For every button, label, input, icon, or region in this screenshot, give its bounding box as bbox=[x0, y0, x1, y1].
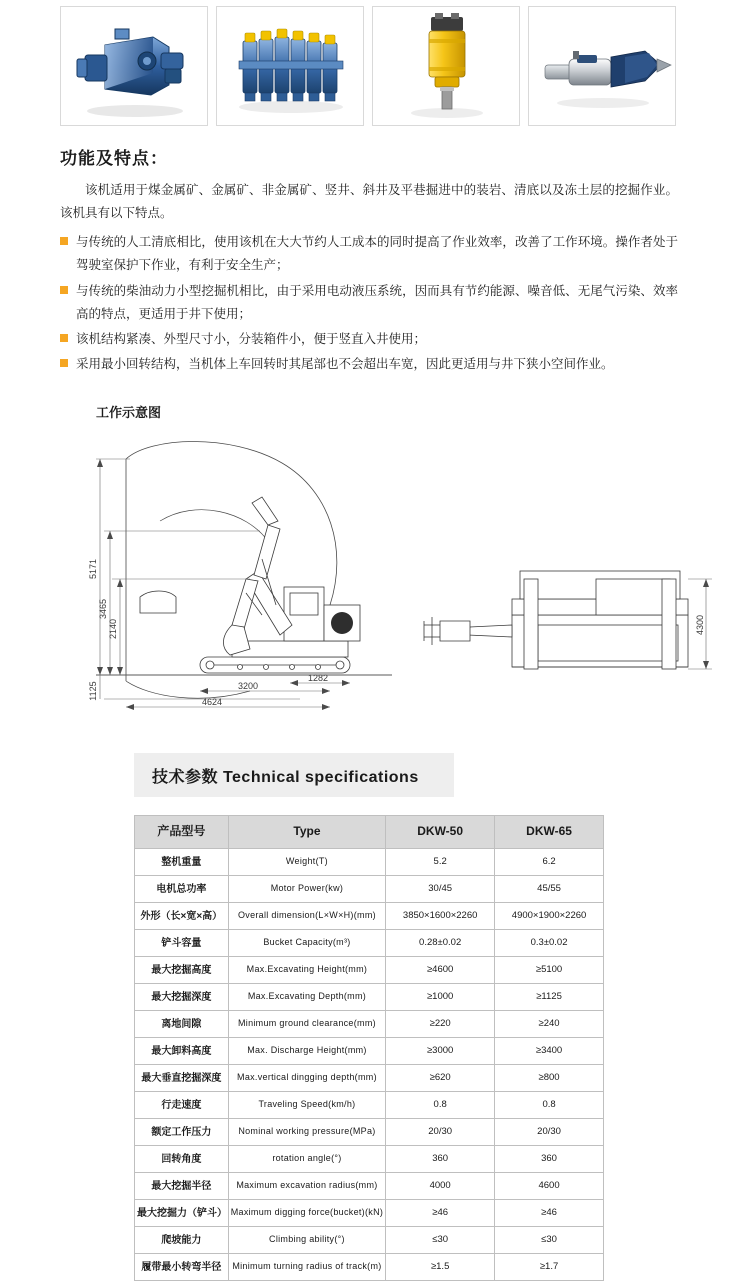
table-row bbox=[135, 1254, 604, 1281]
row-label-cn: 行走速度 bbox=[135, 1092, 229, 1119]
cell-dkw65: 20/30 bbox=[495, 1119, 604, 1146]
row-label-cn: 外形（长×宽×高） bbox=[135, 903, 229, 930]
cell-dkw65: ≥240 bbox=[495, 1011, 604, 1038]
cell-dkw50: ≥4600 bbox=[386, 957, 495, 984]
cell-dkw50: ≥1.5 bbox=[386, 1254, 495, 1281]
thumbnail-hydraulic-piston-pump[interactable] bbox=[60, 6, 208, 126]
dim-reach-rear: 1282 bbox=[307, 673, 329, 683]
cell-dkw50: ≥3000 bbox=[386, 1038, 495, 1065]
cell-dkw50: 20/30 bbox=[386, 1119, 495, 1146]
feature-item-1 bbox=[60, 231, 678, 277]
cell-dkw65: ≥5100 bbox=[495, 957, 604, 984]
spec-heading-bar bbox=[134, 753, 454, 797]
col-header-dkw50: DKW-50 bbox=[386, 816, 495, 849]
bullet-square-icon bbox=[60, 359, 68, 367]
dim-depth: 1125 bbox=[88, 681, 98, 701]
row-label-en: Minimum ground clearance(mm) bbox=[228, 1011, 386, 1038]
feature-item-3 bbox=[60, 328, 678, 351]
cell-dkw65: ≥46 bbox=[495, 1200, 604, 1227]
cell-dkw65: 45/55 bbox=[495, 876, 604, 903]
row-label-en: Weight(T) bbox=[228, 849, 386, 876]
row-label-cn: 最大挖掘力（铲斗） bbox=[135, 1200, 229, 1227]
cell-dkw65: 4900×1900×2260 bbox=[495, 903, 604, 930]
features-list bbox=[60, 231, 678, 376]
features-intro: 该机适用于煤金属矿、金属矿、非金属矿、竖井、斜井及平巷掘进中的装岩、清底以及冻土层的挖掘作业。该机具有以下特点。 bbox=[60, 183, 678, 221]
dim-height-max: 5171 bbox=[88, 558, 98, 580]
table-row bbox=[135, 1011, 604, 1038]
cell-dkw65: ≤30 bbox=[495, 1227, 604, 1254]
dim-height-low: 2140 bbox=[108, 618, 118, 640]
row-label-cn: 最大垂直挖掘深度 bbox=[135, 1065, 229, 1092]
product-thumbnail-row bbox=[0, 0, 738, 126]
cell-dkw50: ≥1000 bbox=[386, 984, 495, 1011]
features-title: 功能及特点： bbox=[60, 149, 168, 168]
cell-dkw65: ≥1.7 bbox=[495, 1254, 604, 1281]
cell-dkw65: 4600 bbox=[495, 1173, 604, 1200]
row-label-cn: 回转角度 bbox=[135, 1146, 229, 1173]
cell-dkw50: 5.2 bbox=[386, 849, 495, 876]
table-row bbox=[135, 984, 604, 1011]
cell-dkw65: ≥1125 bbox=[495, 984, 604, 1011]
row-label-en: Minimum turning radius of track(m) bbox=[228, 1254, 386, 1281]
row-label-cn: 离地间隙 bbox=[135, 1011, 229, 1038]
cell-dkw65: 0.3±0.02 bbox=[495, 930, 604, 957]
row-label-en: Bucket Capacity(m³) bbox=[228, 930, 386, 957]
row-label-cn: 爬坡能力 bbox=[135, 1227, 229, 1254]
row-label-cn: 最大挖掘半径 bbox=[135, 1173, 229, 1200]
table-row bbox=[135, 876, 604, 903]
cell-dkw65: ≥800 bbox=[495, 1065, 604, 1092]
row-label-en: Maximum digging force(bucket)(kN) bbox=[228, 1200, 386, 1227]
table-row bbox=[135, 1038, 604, 1065]
feature-item-4 bbox=[60, 353, 678, 376]
cell-dkw50: 3850×1600×2260 bbox=[386, 903, 495, 930]
thumbnail-multi-way-control-valve[interactable] bbox=[216, 6, 364, 126]
cell-dkw50: 360 bbox=[386, 1146, 495, 1173]
col-header-type: Type bbox=[228, 816, 386, 849]
feature-item-1-text: 与传统的人工清底相比，使用该机在大大节约人工成本的同时提高了作业效率，改善了工作环境。操作者处于驾驶室保护下作业，有利于安全生产； bbox=[76, 235, 678, 273]
cell-dkw50: ≥46 bbox=[386, 1200, 495, 1227]
dim-reach-mid: 3200 bbox=[237, 681, 259, 691]
dim-reach-front: 4624 bbox=[201, 697, 223, 707]
table-header-row bbox=[135, 816, 604, 849]
row-label-en: Overall dimension(L×W×H)(mm) bbox=[228, 903, 386, 930]
row-label-cn: 额定工作压力 bbox=[135, 1119, 229, 1146]
row-label-en: Max.Excavating Height(mm) bbox=[228, 957, 386, 984]
row-label-cn: 电机总功率 bbox=[135, 876, 229, 903]
cell-dkw50: ≥220 bbox=[386, 1011, 495, 1038]
table-row bbox=[135, 957, 604, 984]
row-label-en: rotation angle(°) bbox=[228, 1146, 386, 1173]
bullet-square-icon bbox=[60, 286, 68, 294]
row-label-en: Climbing ability(°) bbox=[228, 1227, 386, 1254]
dim-height-mid: 3465 bbox=[98, 598, 108, 620]
row-label-en: Max.Excavating Depth(mm) bbox=[228, 984, 386, 1011]
cell-dkw50: 30/45 bbox=[386, 876, 495, 903]
row-label-en: Motor Power(kw) bbox=[228, 876, 386, 903]
cell-dkw65: 360 bbox=[495, 1146, 604, 1173]
table-row bbox=[135, 1200, 604, 1227]
cell-dkw50: 0.28±0.02 bbox=[386, 930, 495, 957]
row-label-cn: 铲斗容量 bbox=[135, 930, 229, 957]
table-row bbox=[135, 930, 604, 957]
bullet-square-icon bbox=[60, 334, 68, 342]
spec-heading-text: 技术参数 Technical specifications bbox=[152, 768, 419, 786]
bullet-square-icon bbox=[60, 237, 68, 245]
col-header-model: 产品型号 bbox=[135, 816, 229, 849]
col-header-dkw65: DKW-65 bbox=[495, 816, 604, 849]
row-label-en: Traveling Speed(km/h) bbox=[228, 1092, 386, 1119]
table-row bbox=[135, 1146, 604, 1173]
row-label-en: Maximum excavation radius(mm) bbox=[228, 1173, 386, 1200]
technical-specifications-table bbox=[134, 815, 604, 1281]
row-label-cn: 整机重量 bbox=[135, 849, 229, 876]
thumbnail-rock-drill-auger[interactable] bbox=[528, 6, 676, 126]
row-label-cn: 履带最小转弯半径 bbox=[135, 1254, 229, 1281]
row-label-en: Nominal working pressure(MPa) bbox=[228, 1119, 386, 1146]
dim-side-width: 4300 bbox=[695, 614, 705, 636]
table-row bbox=[135, 1092, 604, 1119]
cell-dkw50: ≤30 bbox=[386, 1227, 495, 1254]
row-label-cn: 最大卸料高度 bbox=[135, 1038, 229, 1065]
row-label-cn: 最大挖掘深度 bbox=[135, 984, 229, 1011]
row-label-cn: 最大挖掘高度 bbox=[135, 957, 229, 984]
cell-dkw50: 4000 bbox=[386, 1173, 495, 1200]
diagram-title: 工作示意图 bbox=[96, 405, 162, 420]
table-row bbox=[135, 1065, 604, 1092]
feature-item-4-text: 采用最小回转结构，当机体上车回转时其尾部也不会超出车宽，因此更适用与井下狭小空间作业。 bbox=[76, 356, 614, 371]
feature-item-2 bbox=[60, 280, 678, 326]
table-row bbox=[135, 903, 604, 930]
cell-dkw65: 6.2 bbox=[495, 849, 604, 876]
row-label-en: Max.vertical dingging depth(mm) bbox=[228, 1065, 386, 1092]
cell-dkw65: 0.8 bbox=[495, 1092, 604, 1119]
table-row bbox=[135, 849, 604, 876]
cell-dkw65: ≥3400 bbox=[495, 1038, 604, 1065]
page-bottom-spacer bbox=[0, 1281, 738, 1285]
working-range-diagram bbox=[0, 429, 738, 729]
table-row bbox=[135, 1119, 604, 1146]
feature-item-2-text: 与传统的柴油动力小型挖掘机相比，由于采用电动液压系统，因而具有节约能源、噪音低、无尾气污染、效率高的特点，更适用于井下使用； bbox=[76, 283, 678, 321]
cell-dkw50: 0.8 bbox=[386, 1092, 495, 1119]
table-row bbox=[135, 1173, 604, 1200]
cell-dkw50: ≥620 bbox=[386, 1065, 495, 1092]
table-row bbox=[135, 1227, 604, 1254]
thumbnail-hydraulic-breaker-hammer[interactable] bbox=[372, 6, 520, 126]
feature-item-3-text: 该机结构紧凑、外型尺寸小，分装箱件小，便于竖直入井使用； bbox=[76, 331, 427, 346]
table-body bbox=[135, 849, 604, 1281]
row-label-en: Max. Discharge Height(mm) bbox=[228, 1038, 386, 1065]
